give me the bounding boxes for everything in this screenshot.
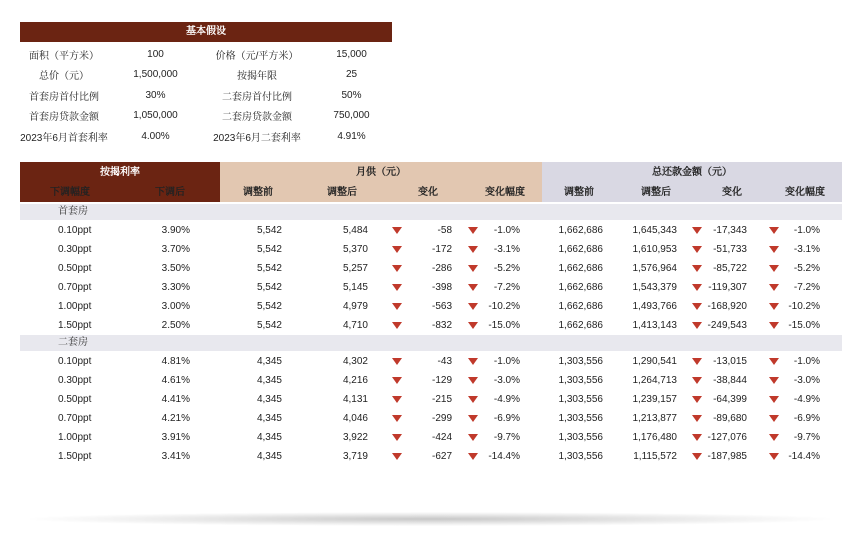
table-row bbox=[20, 240, 842, 259]
row-rate-after: 3.50% bbox=[161, 263, 190, 274]
row-rate-after: 3.70% bbox=[161, 244, 190, 255]
down-triangle-icon bbox=[692, 322, 702, 329]
row-monthly-before: 5,542 bbox=[256, 320, 282, 331]
subheader-monthly-before: 调整前 bbox=[220, 184, 296, 202]
down-triangle-icon bbox=[769, 284, 779, 291]
row-total-before: 1,303,556 bbox=[558, 394, 603, 405]
row-total-change: -127,076 bbox=[707, 432, 747, 443]
row-rate-after: 4.41% bbox=[161, 394, 190, 405]
row-monthly-change-pct: -4.9% bbox=[493, 394, 520, 405]
row-total-change: -168,920 bbox=[707, 301, 747, 312]
down-triangle-icon bbox=[392, 396, 402, 403]
row-total-after: 1,413,143 bbox=[632, 320, 677, 331]
down-triangle-icon bbox=[769, 415, 779, 422]
table-row bbox=[20, 259, 842, 278]
down-triangle-icon bbox=[692, 246, 702, 253]
row-monthly-before: 4,345 bbox=[256, 451, 282, 462]
table-row bbox=[20, 352, 842, 371]
row-monthly-change-pct: -15.0% bbox=[488, 320, 520, 331]
row-monthly-before: 5,542 bbox=[256, 244, 282, 255]
assumption-value: 25 bbox=[345, 69, 358, 81]
down-triangle-icon bbox=[692, 265, 702, 272]
row-total-before: 1,303,556 bbox=[558, 356, 603, 367]
row-monthly-change: -627 bbox=[431, 451, 452, 462]
row-rate-after: 2.50% bbox=[161, 320, 190, 331]
down-triangle-icon bbox=[468, 358, 478, 365]
row-total-before: 1,662,686 bbox=[558, 244, 603, 255]
row-total-change: -249,543 bbox=[707, 320, 747, 331]
row-total-change-pct: -7.2% bbox=[793, 282, 820, 293]
row-rate-after: 3.30% bbox=[161, 282, 190, 293]
row-total-after: 1,176,480 bbox=[632, 432, 677, 443]
row-monthly-change-pct: -3.1% bbox=[493, 244, 520, 255]
row-total-before: 1,662,686 bbox=[558, 282, 603, 293]
row-monthly-after: 5,145 bbox=[342, 282, 368, 293]
assumption-row bbox=[20, 65, 392, 86]
row-total-before: 1,303,556 bbox=[558, 432, 603, 443]
row-monthly-after: 4,710 bbox=[342, 320, 368, 331]
row-monthly-change: -299 bbox=[431, 413, 452, 424]
row-rate-after: 3.91% bbox=[161, 432, 190, 443]
row-rate-after: 3.90% bbox=[161, 225, 190, 236]
row-monthly-change-pct: -6.9% bbox=[493, 413, 520, 424]
row-total-before: 1,662,686 bbox=[558, 225, 603, 236]
row-total-change: -64,399 bbox=[713, 394, 747, 405]
row-cut: 1.00ppt bbox=[58, 301, 92, 312]
row-total-after: 1,610,953 bbox=[632, 244, 677, 255]
row-total-before: 1,662,686 bbox=[558, 320, 603, 331]
row-cut: 0.70ppt bbox=[58, 282, 92, 293]
row-monthly-after: 4,046 bbox=[342, 413, 368, 424]
assumption-label: 二套房贷款金额 bbox=[222, 112, 292, 124]
row-total-after: 1,543,379 bbox=[632, 282, 677, 293]
down-triangle-icon bbox=[392, 377, 402, 384]
assumption-label: 2023年6月首套利率 bbox=[20, 132, 108, 144]
group-header-total-repayment: 总还款金额（元） bbox=[542, 162, 842, 184]
assumption-value: 4.91% bbox=[337, 130, 366, 142]
assumption-row bbox=[20, 44, 392, 65]
row-monthly-before: 4,345 bbox=[256, 375, 282, 386]
row-monthly-before: 4,345 bbox=[256, 356, 282, 367]
assumptions-title: 基本假设 bbox=[20, 22, 392, 42]
down-triangle-icon bbox=[769, 303, 779, 310]
row-monthly-before: 5,542 bbox=[256, 282, 282, 293]
down-triangle-icon bbox=[392, 227, 402, 234]
down-triangle-icon bbox=[392, 265, 402, 272]
row-total-change-pct: -1.0% bbox=[793, 225, 820, 236]
assumption-row bbox=[20, 106, 392, 127]
down-triangle-icon bbox=[468, 396, 478, 403]
row-monthly-after: 4,979 bbox=[342, 301, 368, 312]
row-monthly-before: 4,345 bbox=[256, 432, 282, 443]
down-triangle-icon bbox=[468, 246, 478, 253]
row-total-after: 1,239,157 bbox=[632, 394, 677, 405]
assumption-value: 100 bbox=[147, 48, 164, 60]
row-total-before: 1,662,686 bbox=[558, 301, 603, 312]
assumption-row bbox=[20, 85, 392, 106]
drop-shadow bbox=[30, 512, 830, 526]
row-monthly-change: -832 bbox=[431, 320, 452, 331]
table-row bbox=[20, 297, 842, 316]
row-cut: 0.30ppt bbox=[58, 375, 92, 386]
down-triangle-icon bbox=[692, 415, 702, 422]
row-total-after: 1,290,541 bbox=[632, 356, 677, 367]
row-monthly-after: 4,131 bbox=[342, 394, 368, 405]
row-monthly-after: 4,216 bbox=[342, 375, 368, 386]
row-monthly-before: 5,542 bbox=[256, 225, 282, 236]
row-rate-after: 4.61% bbox=[161, 375, 190, 386]
row-total-change: -119,307 bbox=[708, 282, 747, 293]
row-monthly-change-pct: -10.2% bbox=[488, 301, 520, 312]
assumption-label: 价格（元/平方米） bbox=[215, 50, 299, 62]
row-total-change: -51,733 bbox=[713, 244, 747, 255]
row-cut: 1.00ppt bbox=[58, 432, 92, 443]
down-triangle-icon bbox=[468, 284, 478, 291]
row-monthly-change-pct: -9.7% bbox=[493, 432, 520, 443]
row-total-change-pct: -14.4% bbox=[788, 451, 820, 462]
row-monthly-change: -563 bbox=[431, 301, 452, 312]
table-row bbox=[20, 428, 842, 447]
subheader-total-change-pct: 变化幅度 bbox=[768, 184, 842, 202]
assumption-value: 15,000 bbox=[336, 48, 367, 60]
down-triangle-icon bbox=[468, 322, 478, 329]
row-total-change: -187,985 bbox=[707, 451, 747, 462]
row-cut: 0.50ppt bbox=[58, 394, 92, 405]
down-triangle-icon bbox=[692, 434, 702, 441]
assumption-label: 首套房首付比例 bbox=[29, 91, 99, 103]
down-triangle-icon bbox=[692, 453, 702, 460]
row-total-change: -38,844 bbox=[713, 375, 747, 386]
row-monthly-change: -286 bbox=[431, 263, 452, 274]
row-monthly-change: -424 bbox=[431, 432, 452, 443]
row-total-after: 1,645,343 bbox=[632, 225, 677, 236]
table-row bbox=[20, 409, 842, 428]
row-monthly-after: 5,484 bbox=[342, 225, 368, 236]
down-triangle-icon bbox=[769, 227, 779, 234]
table-row bbox=[20, 371, 842, 390]
row-rate-after: 4.21% bbox=[161, 413, 190, 424]
table-row bbox=[20, 221, 842, 240]
row-monthly-before: 5,542 bbox=[256, 301, 282, 312]
row-total-change-pct: -3.0% bbox=[793, 375, 820, 386]
row-total-change-pct: -5.2% bbox=[793, 263, 820, 274]
row-monthly-change-pct: -14.4% bbox=[488, 451, 520, 462]
down-triangle-icon bbox=[769, 358, 779, 365]
row-cut: 1.50ppt bbox=[58, 320, 92, 331]
down-triangle-icon bbox=[392, 434, 402, 441]
subheader-monthly-change: 变化 bbox=[388, 184, 468, 202]
row-cut: 0.30ppt bbox=[58, 244, 92, 255]
row-monthly-change: -172 bbox=[431, 244, 452, 255]
subheader-after: 下调后 bbox=[120, 184, 220, 202]
row-rate-after: 3.00% bbox=[161, 301, 190, 312]
row-monthly-after: 5,370 bbox=[342, 244, 368, 255]
row-monthly-before: 4,345 bbox=[256, 413, 282, 424]
table-row bbox=[20, 316, 842, 335]
subheader-cut: 下调幅度 bbox=[20, 184, 120, 202]
subheader-total-before: 调整前 bbox=[542, 184, 616, 202]
table-row bbox=[20, 278, 842, 297]
row-cut: 0.50ppt bbox=[58, 263, 92, 274]
down-triangle-icon bbox=[392, 284, 402, 291]
row-monthly-change-pct: -1.0% bbox=[493, 225, 520, 236]
down-triangle-icon bbox=[769, 377, 779, 384]
assumption-label: 首套房贷款金额 bbox=[29, 112, 99, 124]
row-rate-after: 3.41% bbox=[161, 451, 190, 462]
row-cut: 0.10ppt bbox=[58, 356, 92, 367]
section-label: 首套房 bbox=[20, 204, 842, 220]
row-total-change: -89,680 bbox=[713, 413, 747, 424]
down-triangle-icon bbox=[392, 322, 402, 329]
assumption-label: 2023年6月二套利率 bbox=[213, 132, 301, 144]
assumption-value: 30% bbox=[145, 89, 166, 101]
group-header-rate: 按揭利率 bbox=[20, 162, 220, 184]
row-monthly-change: -398 bbox=[431, 282, 452, 293]
row-total-change: -17,343 bbox=[713, 225, 747, 236]
down-triangle-icon bbox=[468, 227, 478, 234]
row-rate-after: 4.81% bbox=[161, 356, 190, 367]
assumption-value: 50% bbox=[341, 89, 362, 101]
assumption-label: 总价（元） bbox=[39, 71, 89, 83]
row-total-before: 1,303,556 bbox=[558, 413, 603, 424]
down-triangle-icon bbox=[392, 358, 402, 365]
down-triangle-icon bbox=[692, 284, 702, 291]
down-triangle-icon bbox=[692, 377, 702, 384]
row-monthly-change-pct: -1.0% bbox=[493, 356, 520, 367]
down-triangle-icon bbox=[692, 396, 702, 403]
row-total-change-pct: -1.0% bbox=[793, 356, 820, 367]
row-total-change-pct: -10.2% bbox=[788, 301, 820, 312]
down-triangle-icon bbox=[392, 453, 402, 460]
subheader-total-change: 变化 bbox=[696, 184, 768, 202]
assumption-row bbox=[20, 126, 392, 147]
row-total-change-pct: -3.1% bbox=[793, 244, 820, 255]
down-triangle-icon bbox=[392, 415, 402, 422]
row-total-change: -13,015 bbox=[713, 356, 747, 367]
row-monthly-after: 5,257 bbox=[342, 263, 368, 274]
row-monthly-change: -58 bbox=[437, 225, 452, 236]
row-total-change: -85,722 bbox=[713, 263, 747, 274]
row-monthly-change: -129 bbox=[431, 375, 452, 386]
down-triangle-icon bbox=[392, 303, 402, 310]
row-total-before: 1,303,556 bbox=[558, 451, 603, 462]
row-monthly-after: 4,302 bbox=[342, 356, 368, 367]
down-triangle-icon bbox=[769, 322, 779, 329]
row-monthly-after: 3,719 bbox=[342, 451, 368, 462]
row-monthly-change: -43 bbox=[437, 356, 452, 367]
assumption-label: 面积（平方米） bbox=[29, 50, 99, 62]
assumption-value: 1,500,000 bbox=[133, 69, 178, 81]
row-monthly-change: -215 bbox=[431, 394, 452, 405]
row-cut: 0.70ppt bbox=[58, 413, 92, 424]
down-triangle-icon bbox=[468, 453, 478, 460]
table-row bbox=[20, 390, 842, 409]
assumption-value: 750,000 bbox=[333, 110, 370, 122]
assumptions-table bbox=[20, 44, 392, 147]
row-total-after: 1,115,572 bbox=[633, 451, 677, 462]
row-total-change-pct: -4.9% bbox=[793, 394, 820, 405]
subheader-monthly-change-pct: 变化幅度 bbox=[468, 184, 542, 202]
down-triangle-icon bbox=[392, 246, 402, 253]
row-monthly-change-pct: -7.2% bbox=[493, 282, 520, 293]
row-monthly-after: 3,922 bbox=[342, 432, 368, 443]
row-monthly-before: 4,345 bbox=[256, 394, 282, 405]
row-total-before: 1,662,686 bbox=[558, 263, 603, 274]
row-total-after: 1,576,964 bbox=[632, 263, 677, 274]
subheader-monthly-after: 调整后 bbox=[296, 184, 388, 202]
row-total-change-pct: -9.7% bbox=[793, 432, 820, 443]
row-total-change-pct: -15.0% bbox=[788, 320, 820, 331]
group-header-monthly-payment: 月供（元） bbox=[220, 162, 542, 184]
row-total-change-pct: -6.9% bbox=[793, 413, 820, 424]
down-triangle-icon bbox=[468, 303, 478, 310]
row-monthly-change-pct: -5.2% bbox=[493, 263, 520, 274]
row-monthly-change-pct: -3.0% bbox=[493, 375, 520, 386]
down-triangle-icon bbox=[692, 358, 702, 365]
down-triangle-icon bbox=[468, 377, 478, 384]
down-triangle-icon bbox=[769, 265, 779, 272]
down-triangle-icon bbox=[769, 246, 779, 253]
assumption-label: 按揭年限 bbox=[237, 71, 277, 83]
down-triangle-icon bbox=[468, 265, 478, 272]
row-total-after: 1,264,713 bbox=[632, 375, 677, 386]
row-cut: 0.10ppt bbox=[58, 225, 92, 236]
assumption-label: 二套房首付比例 bbox=[222, 91, 292, 103]
row-total-before: 1,303,556 bbox=[558, 375, 603, 386]
down-triangle-icon bbox=[692, 227, 702, 234]
assumption-value: 4.00% bbox=[141, 130, 170, 142]
down-triangle-icon bbox=[468, 434, 478, 441]
row-cut: 1.50ppt bbox=[58, 451, 92, 462]
table-row bbox=[20, 447, 842, 466]
down-triangle-icon bbox=[468, 415, 478, 422]
down-triangle-icon bbox=[692, 303, 702, 310]
row-monthly-before: 5,542 bbox=[256, 263, 282, 274]
down-triangle-icon bbox=[769, 434, 779, 441]
subheader-total-after: 调整后 bbox=[616, 184, 696, 202]
down-triangle-icon bbox=[769, 453, 779, 460]
section-label: 二套房 bbox=[20, 335, 842, 351]
down-triangle-icon bbox=[769, 396, 779, 403]
assumption-value: 1,050,000 bbox=[133, 110, 178, 122]
row-total-after: 1,493,766 bbox=[632, 301, 677, 312]
row-total-after: 1,213,877 bbox=[632, 413, 677, 424]
assumptions-panel bbox=[20, 22, 392, 147]
